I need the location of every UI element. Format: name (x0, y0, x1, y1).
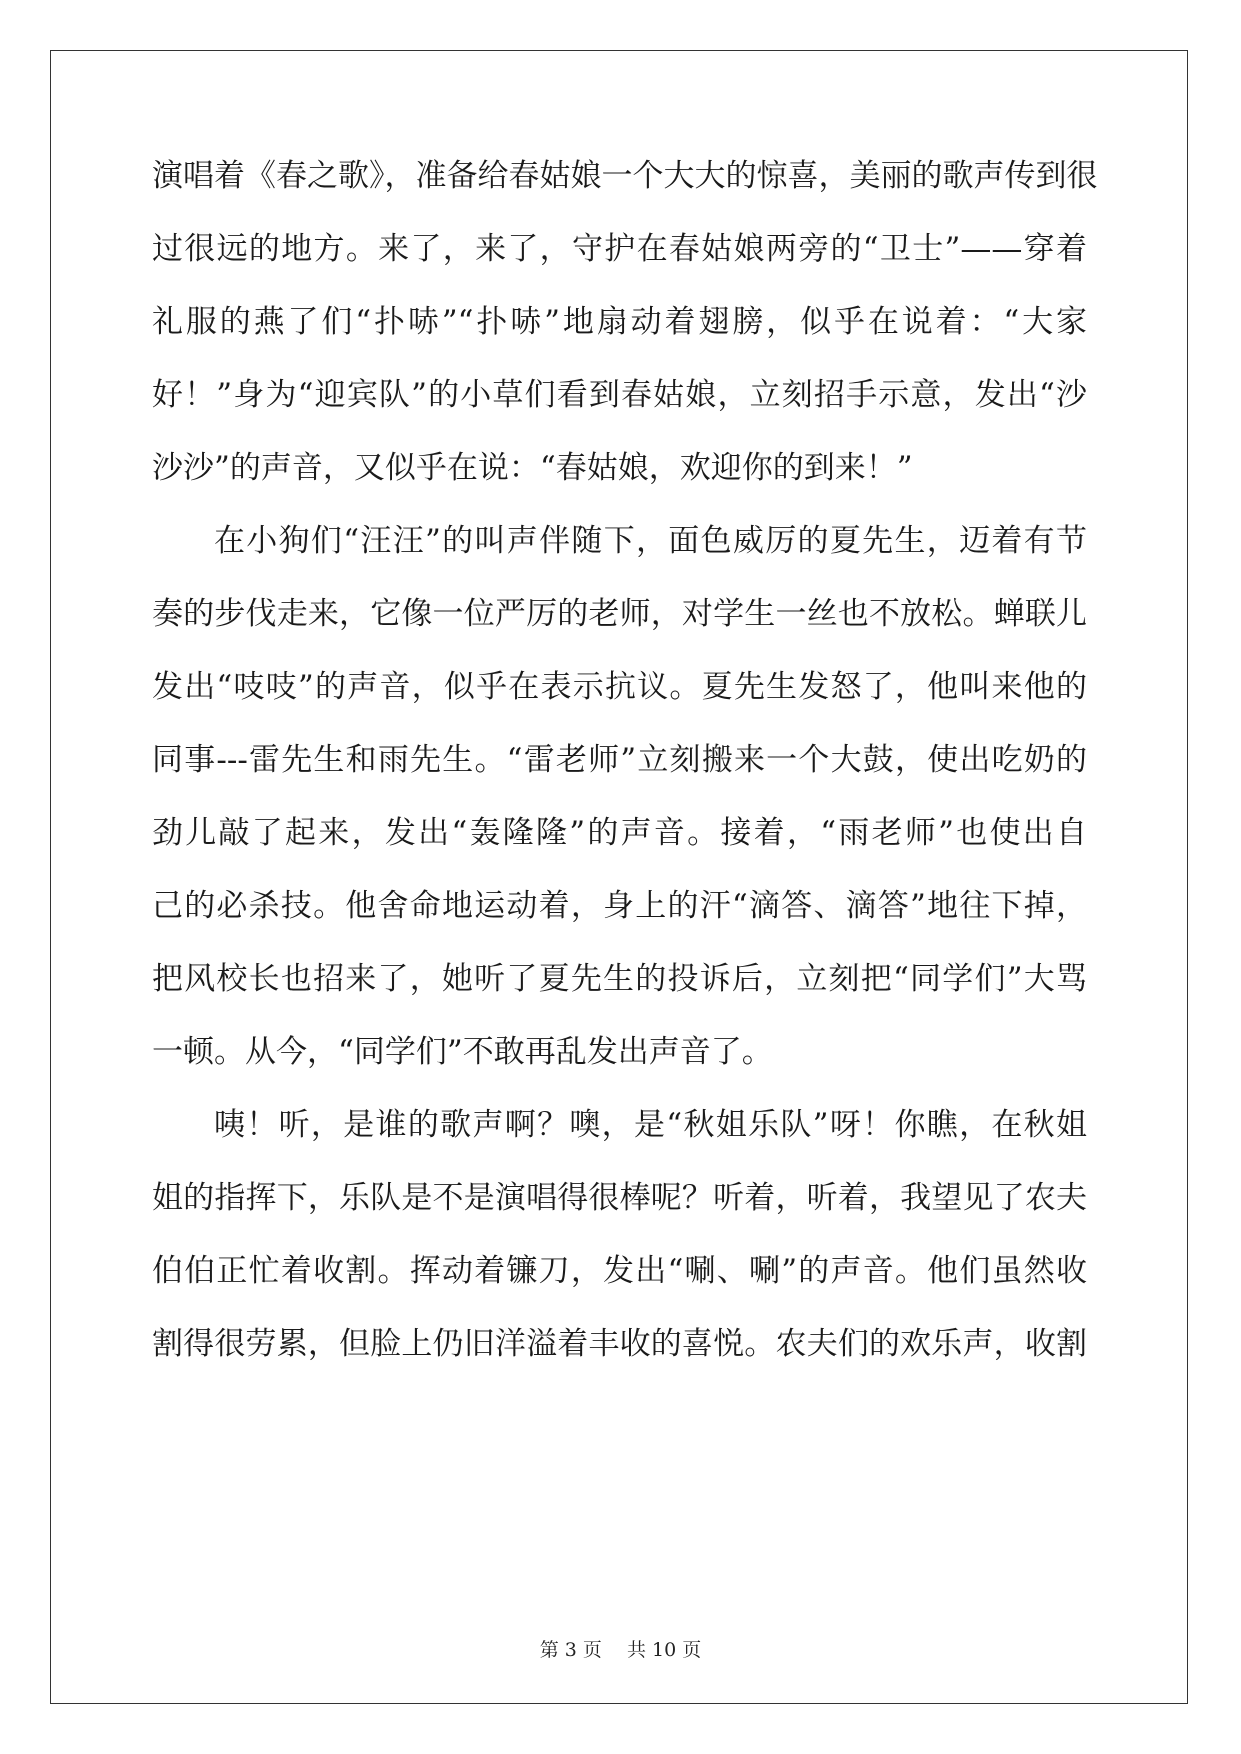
text-line: 奏的步伐走来，它像一位严厉的老师，对学生一丝也不放松。蝉联儿 (152, 596, 1087, 632)
text-line: 把风校长也招来了，她听了夏先生的投诉后，立刻把“同学们”大骂 (152, 961, 1087, 997)
text-line: 礼服的燕了们“扑哧”“扑哧”地扇动着翅膀，似乎在说着：“大家 (152, 304, 1087, 340)
text-line: 一顿。从今，“同学们”不敢再乱发出声音了。 (152, 1034, 773, 1070)
text-line: 姐的指挥下，乐队是不是演唱得很棒呢？听着，听着，我望见了农夫 (152, 1180, 1087, 1216)
text-line: 劲儿敲了起来，发出“轰隆隆”的声音。接着，“雨老师”也使出自 (152, 815, 1087, 851)
text-line: 己的必杀技。他舍命地运动着，身上的汗“滴答、滴答”地往下掉， (152, 888, 1087, 924)
text-line: 演唱着《春之歌》，准备给春姑娘一个大大的惊喜，美丽的歌声传到很 (152, 158, 1098, 194)
text-line: 在小狗们“汪汪”的叫声伴随下，面色威厉的夏先生，迈着有节 (214, 523, 1087, 559)
text-line: 同事---雷先生和雨先生。“雷老师”立刻搬来一个大鼓，使出吃奶的 (152, 742, 1087, 778)
text-line: 过很远的地方。来了，来了，守护在春姑娘两旁的“卫士”——穿着 (152, 231, 1087, 267)
text-line: 咦！听，是谁的歌声啊？噢，是“秋姐乐队”呀！你瞧，在秋姐 (214, 1107, 1087, 1143)
text-line: 割得很劳累，但脸上仍旧洋溢着丰收的喜悦。农夫们的欢乐声，收割 (152, 1326, 1087, 1362)
page-number-footer: 第 3 页 共 10 页 (539, 1639, 702, 1661)
text-line: 沙沙”的声音，又似乎在说：“春姑娘，欢迎你的到来！” (152, 450, 913, 486)
text-line: 好！”身为“迎宾队”的小草们看到春姑娘，立刻招手示意，发出“沙 (152, 377, 1087, 413)
page-border (50, 50, 1188, 1704)
text-line: 伯伯正忙着收割。挥动着镰刀，发出“唰、唰”的声音。他们虽然收 (152, 1253, 1087, 1289)
text-line: 发出“吱吱”的声音，似乎在表示抗议。夏先生发怒了，他叫来他的 (152, 669, 1087, 705)
